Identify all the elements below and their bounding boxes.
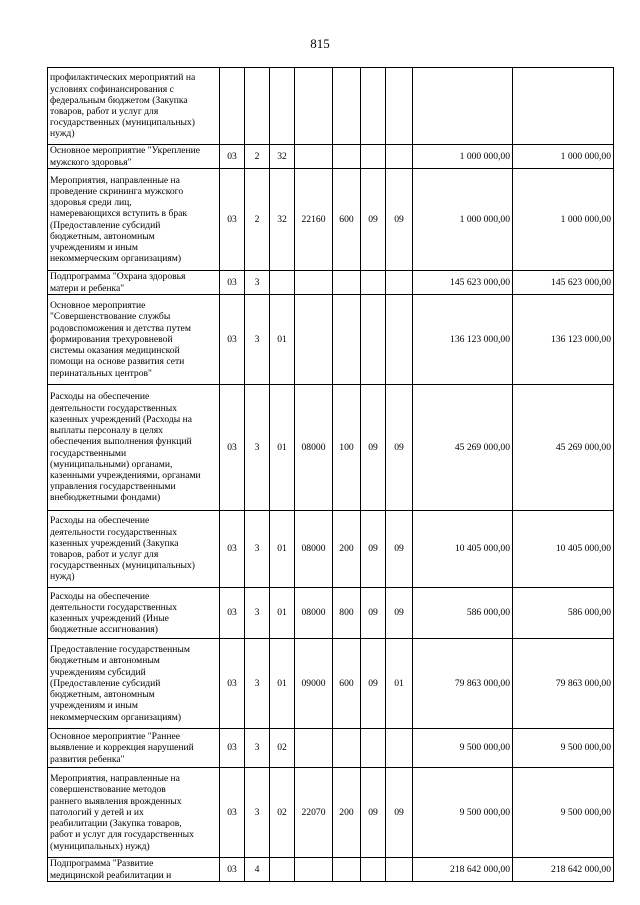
col-code-5: [333, 729, 361, 768]
col-code-6: [361, 858, 386, 882]
amount-1: 136 123 000,00: [413, 295, 513, 385]
col-code-1: 03: [220, 858, 245, 882]
row-name: Мероприятия, направленные на совершенствование методов раннего выявления врожденных патологий у детей и их реабилитации (Закупка товаров, работ и услуг для государственных (муниципальных) нужд): [48, 768, 220, 858]
table-row: [48, 295, 614, 385]
col-code-1: 03: [220, 729, 245, 768]
col-code-6: [361, 271, 386, 295]
amount-1: 1 000 000,00: [413, 145, 513, 169]
col-code-3: [270, 68, 295, 145]
col-code-3: 01: [270, 588, 295, 639]
amount-1: 10 405 000,00: [413, 511, 513, 588]
row-name: Основное мероприятие "Раннее выявление и коррекция нарушений развития ребенка": [48, 729, 220, 768]
amount-2: 45 269 000,00: [513, 385, 614, 511]
col-code-7: 01: [386, 639, 413, 729]
amount-1: 1 000 000,00: [413, 169, 513, 271]
col-code-3: 01: [270, 295, 295, 385]
table-row: [48, 385, 614, 511]
col-code-6: 09: [361, 588, 386, 639]
col-code-7: 09: [386, 169, 413, 271]
col-code-5: [333, 68, 361, 145]
col-code-1: 03: [220, 145, 245, 169]
col-code-3: 02: [270, 729, 295, 768]
col-code-3: 32: [270, 145, 295, 169]
col-code-1: 03: [220, 768, 245, 858]
col-code-5: 200: [333, 768, 361, 858]
amount-2: [513, 68, 614, 145]
col-code-5: [333, 858, 361, 882]
table-row: [48, 768, 614, 858]
col-code-2: 3: [245, 271, 270, 295]
table-row: [48, 639, 614, 729]
amount-2: 218 642 000,00: [513, 858, 614, 882]
col-code-5: 600: [333, 639, 361, 729]
col-code-6: 09: [361, 768, 386, 858]
col-code-1: 03: [220, 639, 245, 729]
amount-1: 9 500 000,00: [413, 729, 513, 768]
row-name: Расходы на обеспечение деятельности государственных казенных учреждений (Закупка товаров, работ и услуг для государственных (муниципальных) нужд): [48, 511, 220, 588]
col-code-1: 03: [220, 385, 245, 511]
col-code-4: [295, 729, 333, 768]
row-name: Основное мероприятие "Укрепление мужского здоровья": [48, 145, 220, 169]
col-code-5: 800: [333, 588, 361, 639]
col-code-4: 22160: [295, 169, 333, 271]
col-code-6: [361, 295, 386, 385]
amount-2: 1 000 000,00: [513, 169, 614, 271]
col-code-7: [386, 271, 413, 295]
col-code-4: 22070: [295, 768, 333, 858]
col-code-2: 3: [245, 295, 270, 385]
table-row: [48, 729, 614, 768]
row-name: Основное мероприятие "Совершенствование службы родовспоможения и детства путем формирования трехуровневой системы оказания медицинской помощи на основе развития сети перинатальных центров": [48, 295, 220, 385]
col-code-1: 03: [220, 511, 245, 588]
col-code-6: [361, 68, 386, 145]
col-code-1: 03: [220, 169, 245, 271]
col-code-6: 09: [361, 511, 386, 588]
col-code-7: [386, 68, 413, 145]
col-code-7: [386, 858, 413, 882]
col-code-4: [295, 295, 333, 385]
row-name: профилактических мероприятий на условиях софинансирования с федеральным бюджетом (Закупка товаров, работ и услуг для государственных (муниципальных) нужд): [48, 68, 220, 145]
col-code-5: [333, 295, 361, 385]
amount-2: 9 500 000,00: [513, 729, 614, 768]
row-name: Предоставление государственным бюджетным и автономным учреждениям субсидий (Предоставление субсидий бюджетным, автономным учреждениям и иным некоммерческим организациям): [48, 639, 220, 729]
col-code-7: 09: [386, 385, 413, 511]
col-code-4: 08000: [295, 588, 333, 639]
col-code-4: [295, 145, 333, 169]
amount-1: 45 269 000,00: [413, 385, 513, 511]
col-code-7: 09: [386, 768, 413, 858]
amount-2: 136 123 000,00: [513, 295, 614, 385]
amount-1: 9 500 000,00: [413, 768, 513, 858]
col-code-3: 01: [270, 511, 295, 588]
col-code-6: 09: [361, 639, 386, 729]
col-code-3: 01: [270, 385, 295, 511]
col-code-2: 4: [245, 858, 270, 882]
row-name: Расходы на обеспечение деятельности государственных казенных учреждений (Иные бюджетные ассигнования): [48, 588, 220, 639]
col-code-3: [270, 858, 295, 882]
table-row: [48, 68, 614, 145]
col-code-3: 01: [270, 639, 295, 729]
col-code-6: 09: [361, 385, 386, 511]
amount-1: 586 000,00: [413, 588, 513, 639]
col-code-1: 03: [220, 295, 245, 385]
amount-1: 145 623 000,00: [413, 271, 513, 295]
col-code-1: [220, 68, 245, 145]
col-code-2: 2: [245, 145, 270, 169]
table-row: [48, 169, 614, 271]
col-code-4: 08000: [295, 511, 333, 588]
col-code-4: [295, 68, 333, 145]
col-code-2: 3: [245, 588, 270, 639]
col-code-6: [361, 729, 386, 768]
col-code-7: [386, 295, 413, 385]
col-code-2: [245, 68, 270, 145]
amount-2: 10 405 000,00: [513, 511, 614, 588]
col-code-2: 3: [245, 511, 270, 588]
col-code-4: 09000: [295, 639, 333, 729]
col-code-7: 09: [386, 511, 413, 588]
table-row: [48, 858, 614, 882]
amount-2: 145 623 000,00: [513, 271, 614, 295]
amount-2: 586 000,00: [513, 588, 614, 639]
col-code-3: [270, 271, 295, 295]
col-code-2: 3: [245, 639, 270, 729]
col-code-5: 200: [333, 511, 361, 588]
table-row: [48, 588, 614, 639]
amount-2: 1 000 000,00: [513, 145, 614, 169]
col-code-2: 2: [245, 169, 270, 271]
amount-2: 79 863 000,00: [513, 639, 614, 729]
col-code-5: 600: [333, 169, 361, 271]
row-name: Мероприятия, направленные на проведение скрининга мужского здоровья среди лиц, намеревающихся вступить в брак (Предоставление субсидий бюджетным, автономным учреждениям и иным некоммерческим организациям): [48, 169, 220, 271]
col-code-2: 3: [245, 385, 270, 511]
table-row: [48, 511, 614, 588]
col-code-5: 100: [333, 385, 361, 511]
row-name: Подпрограмма "Охрана здоровья матери и ребенка": [48, 271, 220, 295]
table-row: [48, 271, 614, 295]
page-number: 815: [310, 36, 330, 51]
col-code-1: 03: [220, 271, 245, 295]
col-code-2: 3: [245, 729, 270, 768]
amount-1: [413, 68, 513, 145]
row-name: Расходы на обеспечение деятельности государственных казенных учреждений (Расходы на выплаты персоналу в целях обеспечения выполнения функций государственными (муниципальными) органами, казенными учреждениями, органами управления государственными внебюджетными фондами): [48, 385, 220, 511]
amount-1: 218 642 000,00: [413, 858, 513, 882]
col-code-5: [333, 145, 361, 169]
col-code-5: [333, 271, 361, 295]
amount-2: 9 500 000,00: [513, 768, 614, 858]
col-code-3: 32: [270, 169, 295, 271]
amount-1: 79 863 000,00: [413, 639, 513, 729]
col-code-2: 3: [245, 768, 270, 858]
col-code-1: 03: [220, 588, 245, 639]
row-name: Подпрограмма "Развитие медицинской реабилитации и: [48, 858, 220, 882]
col-code-7: 09: [386, 588, 413, 639]
col-code-4: [295, 858, 333, 882]
col-code-4: [295, 271, 333, 295]
col-code-6: 09: [361, 169, 386, 271]
col-code-4: 08000: [295, 385, 333, 511]
col-code-6: [361, 145, 386, 169]
col-code-7: [386, 145, 413, 169]
table-row: [48, 145, 614, 169]
budget-table: [47, 67, 614, 882]
col-code-3: 02: [270, 768, 295, 858]
col-code-7: [386, 729, 413, 768]
